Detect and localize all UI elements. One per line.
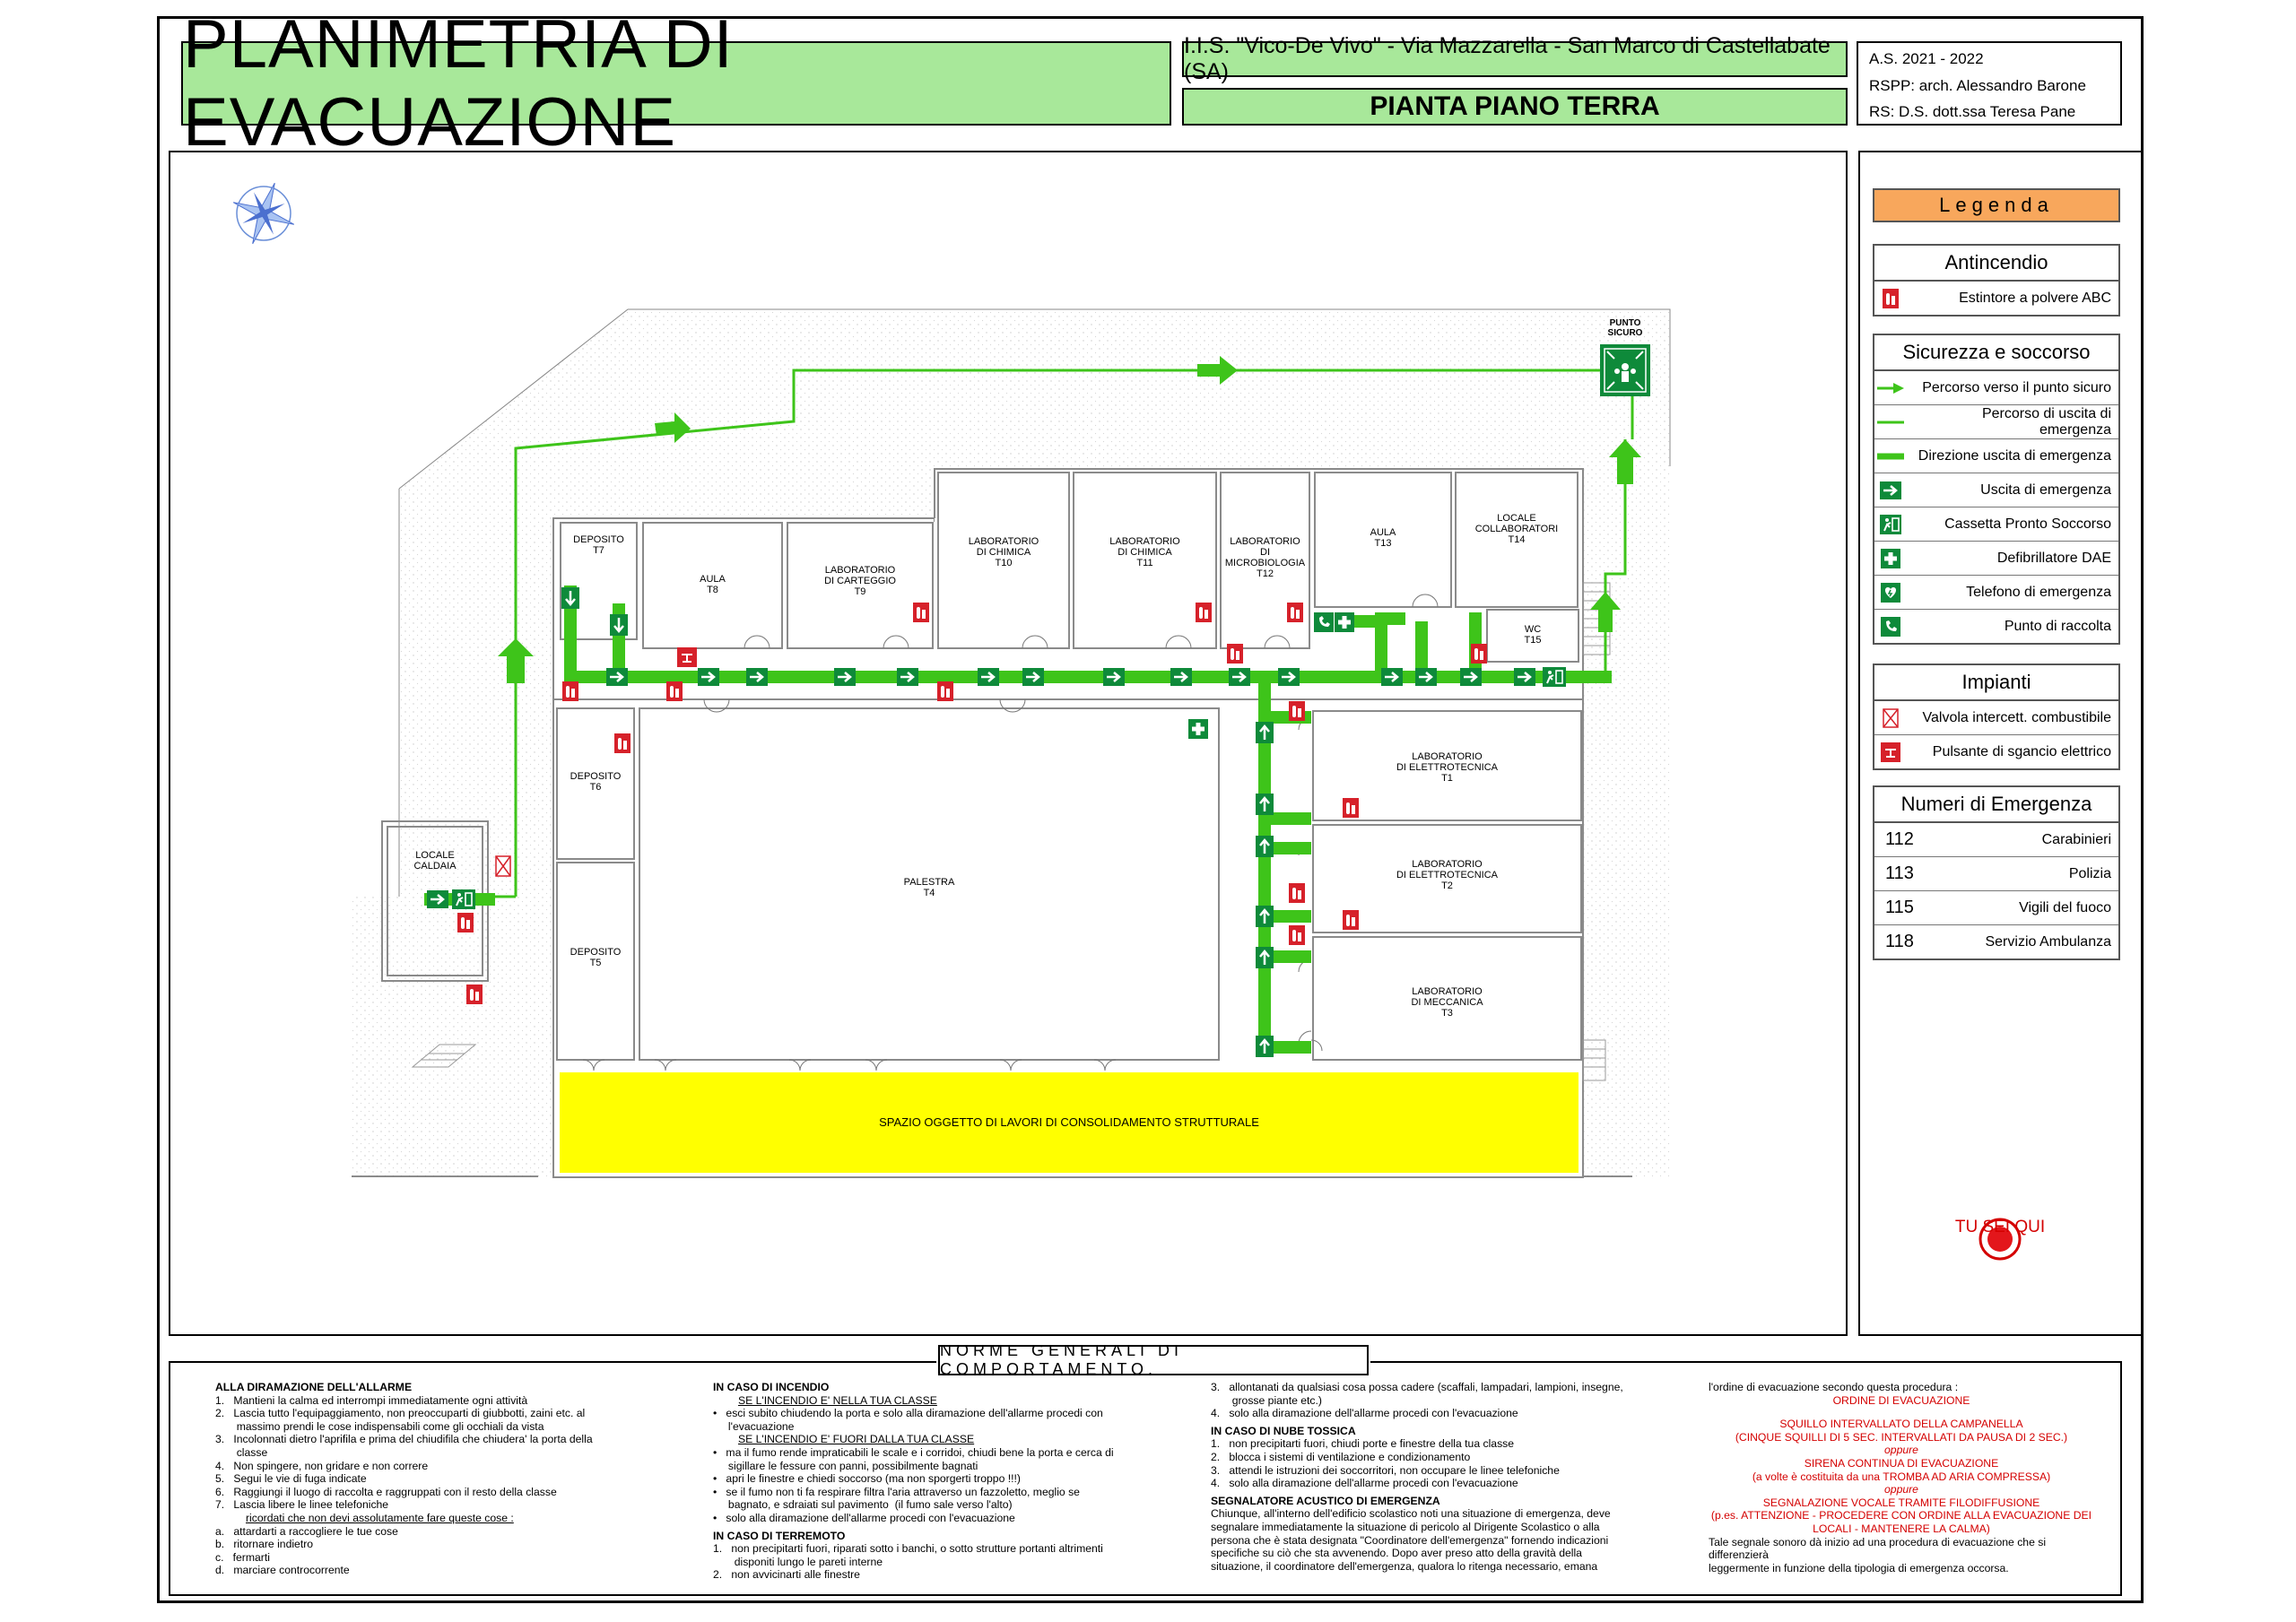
legend-antincendio <box>1873 244 2120 317</box>
school-year: A.S. 2021 - 2022 <box>1869 50 1984 67</box>
norme-line: 3. Incolonnati dietro l'aprifila e prima del chiudifila che chiudera' la porta della <box>215 1433 593 1446</box>
room-t13: AULA T13 <box>1370 527 1396 549</box>
first-aid-icon <box>1874 549 1907 568</box>
rspp-line: RSPP: arch. Alessandro Barone <box>1869 77 2086 94</box>
green-line-icon <box>1874 418 1907 427</box>
legend-row-defibrillator: Defibrillatore DAE <box>1874 542 2118 576</box>
norme-line: b. ritornare indietro <box>215 1538 314 1551</box>
room-t5: DEPOSITO T5 <box>570 947 622 968</box>
legend-impianti-title: Impianti <box>1874 665 2118 701</box>
norme-line: d. marciare controcorrente <box>215 1564 350 1577</box>
norme-line: 4. solo alla diramazione dell'allarme procedi con l'evacuazione <box>1211 1407 1518 1420</box>
norme-line: bagnato, e sdraiati sul pavimento (il fumo sale verso l'alto) <box>713 1498 1013 1512</box>
norme-line: c. fermarti <box>215 1550 270 1564</box>
electric-button-icon <box>1874 742 1907 762</box>
norme-line: • solo alla diramazione dell'allarme procedi con l'evacuazione <box>713 1511 1015 1524</box>
norme-line: segnalare immediatamente la situazione di pericolo al Dirigente Scolastico o alla <box>1211 1520 1600 1533</box>
legend-row-safe-path: Percorso verso il punto sicuro <box>1874 371 2118 405</box>
thick-line-icon <box>1874 452 1907 461</box>
norme-line: • apri le finestre e chiedi soccorso (ma non sporgerti troppo !!!) <box>713 1472 1021 1486</box>
norme-col-incendio: IN CASO DI INCENDIO SE L'INCENDIO E' NELLA TUA CLASSE • esci subito chiudendo la porta e solo alla diramazione dell'allarme procedi con l'evacuazione SE L'INCENDIO E' FUORI DALLA TUA CLASSE • ma il fumo rende impraticabili le scale e i corridoi, chiudi bene la porta e cerca di sigillare le fessure con panni, possibilmente bagnati • apri le finestre e chiedi soccorso (ma non sporgerti troppo !!!) • se il fumo non ti fa respirare filtra l'aria attraverso un fazzoletto, meglio se bagnato, e sdraiati sul pavimento (il fumo sale verso l'alto) • solo alla diramazione dell'allarme procedi con l'evacuazione IN CASO DI TERREMOTO 1. non precipitarti fuori, riparati sotto i banchi, o sotto strutture portanti altrimenti disponiti lungo le pareti interne 2. non avvicinarti alle finestre <box>713 1381 1135 1582</box>
legend-row-emergency-path: Percorso di uscita di emergenza <box>1874 405 2118 439</box>
you-are-here-label: TU SEI QUI <box>1954 1218 2046 1236</box>
electric-release-button <box>677 647 697 667</box>
room-t12: LABORATORIO DI MICROBIOLOGIA T12 <box>1224 536 1306 579</box>
norme-line: a. attardarti a raccogliere le tue cose <box>215 1524 398 1538</box>
norme-line: 7. Lascia libere le linee telefoniche <box>215 1498 389 1512</box>
emergency-number-row: 115 Vigili del fuoco <box>1874 891 2118 925</box>
exit-arrow-icon <box>1874 481 1907 499</box>
gas-valve <box>496 856 510 876</box>
room-t15: WC T15 <box>1524 624 1542 646</box>
emergency-number-row: 112 Carabinieri <box>1874 823 2118 857</box>
legend-row-electric: Pulsante di sgancio elettrico <box>1874 735 2118 768</box>
norme-line: classe <box>215 1445 268 1459</box>
norme-line: 4. solo alla diramazione dell'allarme procedi con l'evacuazione <box>1211 1477 1518 1490</box>
legend-row-exit: Uscita di emergenza <box>1874 473 2118 507</box>
norme-col-nube: 3. allontanati da qualsiasi cosa possa cadere (scaffali, lampadari, lampioni, insegne, grosse piante etc.) 4. solo alla diramazione dell'allarme procedi con l'evacuazione IN CASO DI NUBE TOSSICA 1. non precipitarti fuori, chiudi porte e finestre della tua classe 2. blocca i sistemi di ventilazione e condizionamento 3. attendi le istruzioni dei soccorritori, non occupare le linee telefoniche 4. solo alla diramazione dell'allarme procedi con l'evacuazione SEGNALATORE ACUSTICO DI EMERGENZA Chiunque, all'interno dell'edificio scolastico noti una situazione di emergenza, deve segnalare immediatamente la situazione di pericolo al Dirigente Scolastico o alla persona che è stata designata "Coordinatore dell'emergenza" fornendo indicazioni specifiche su ciò che sta avvenendo. Dopo aver preso atto della gravità della situazione, il coordinatore dell'emergenza, qualora lo ritenga necessario, emana <box>1211 1381 1632 1573</box>
norme-line: l'evacuazione <box>713 1419 795 1433</box>
room-t11: LABORATORIO DI CHIMICA T11 <box>1109 536 1180 568</box>
norme-line: sigillare le fessure con panni, possibilmente bagnati <box>713 1459 978 1472</box>
rs-line: RS: D.S. dott.ssa Teresa Pane <box>1869 103 2076 120</box>
norme-line: grosse piante etc.) <box>1211 1393 1322 1407</box>
norme-line: • esci subito chiudendo la porta e solo alla diramazione dell'allarme procedi con <box>713 1407 1103 1420</box>
legend-row-direction: Direzione uscita di emergenza <box>1874 439 2118 473</box>
norme-line: 4. Non spingere, non gridare e non correre <box>215 1459 429 1472</box>
legend-row-valve: Valvola intercett. combustibile <box>1874 701 2118 735</box>
legend-numeri <box>1873 785 2120 960</box>
legend-title: Legenda <box>1873 188 2120 222</box>
norme-line: 3. attendi le istruzioni dei soccorritori, non occupare le linee telefoniche <box>1211 1463 1560 1477</box>
norme-line: persona che è stata designata "Coordinatore dell'emergenza" fornendo indicazioni <box>1211 1533 1609 1547</box>
legend-sicurezza <box>1873 334 2120 645</box>
norme-line: 2. non avvicinarti alle finestre <box>713 1568 860 1582</box>
page-title: PLANIMETRIA DI EVACUAZIONE <box>181 41 1171 126</box>
thin-arrow-icon <box>1874 382 1907 395</box>
norme-line: 1. non precipitarti fuori, riparati sotto i banchi, o sotto strutture portanti altrimenti <box>713 1542 1103 1556</box>
legend-row-extinguisher: Estintore a polvere ABC <box>1874 282 2118 315</box>
room-t3: LABORATORIO DI MECCANICA T3 <box>1411 986 1483 1019</box>
norme-line: 5. Segui le vie di fuga indicate <box>215 1472 367 1486</box>
room-t1: LABORATORIO DI ELETTROTECNICA T1 <box>1396 751 1499 784</box>
legend-impianti <box>1873 664 2120 770</box>
norme-col-allarme: ALLA DIRAMAZIONE DELL'ALLARME 1. Mantieni la calma ed interrompi immediatamente ogni attività 2. Lascia tutto l'equipaggiamento, non preoccuparti di giubbotti, zaini etc. al massimo prendi le cose indispensabili come gli occhiali da vista 3. Incolonnati dietro l'aprifila e prima del chiudifila che chiudera' la porta della classe 4. Non spingere, non gridare e non correre 5. Segui le vie di fuga indicate 6. Raggiungi il luogo di raccolta e raggruppati con il resto della classe 7. Lascia libere le linee telefoniche ricordati che non devi assolutamente fare queste cose : a. attardarti a raccogliere le tue cose b. ritornare indietro c. fermarti d. marciare controcorrente <box>215 1381 637 1577</box>
school-name: I.I.S. "Vico-De Vivo" - Via Mazzarella - San Marco di Castellabate (SA) <box>1182 41 1848 77</box>
legend-antincendio-title: Antincendio <box>1874 246 2118 282</box>
defibrillator-icon <box>1874 583 1907 603</box>
room-t10: LABORATORIO DI CHIMICA T10 <box>968 536 1039 568</box>
norme-line: Chiunque, all'interno dell'edificio scolastico noti una situazione di emergenza, deve <box>1211 1507 1611 1521</box>
phone-icon <box>1874 617 1907 637</box>
legend-row-assembly: Punto di raccolta <box>1874 610 2118 643</box>
norme-col-segnale: l'ordine di evacuazione secondo questa procedura : ORDINE DI EVACUAZIONE SQUILLO INTERVALLATO DELLA CAMPANELLA (CINQUE SQUILLI DI 5 SEC. INTERVALLATI DA PAUSA DI 2 SEC.) oppure SIRENA CONTINUA DI EVACUAZIONE (a volte è costituita da una TROMBA AD ARIA COMPRESSA) oppure SEGNALAZIONE VOCALE TRAMITE FILODIFFUSIONE (p.es. ATTENZIONE - PROCEDERE CON ORDINE ALLA EVACUAZIONE DEI LOCALI - MANTENERE LA CALMA) Tale segnale sonoro dà inizio ad una procedura di evacuazione che si differenzierà leggermente in funzione della tipologia di emergenza occorsa. <box>1709 1381 2092 1574</box>
legend-numeri-title: Numeri di Emergenza <box>1874 787 2118 823</box>
room-t2: LABORATORIO DI ELETTROTECNICA T2 <box>1396 859 1499 891</box>
room-t4: PALESTRA T4 <box>903 877 955 898</box>
room-t9: LABORATORIO DI CARTEGGIO T9 <box>824 565 896 597</box>
room-t6: DEPOSITO T6 <box>570 771 622 793</box>
norme-line: • ma il fumo rende impraticabili le scale e i corridoi, chiudi bene la porta e cerca di <box>713 1445 1114 1459</box>
safe-point-label: PUNTO SICURO <box>1607 318 1643 338</box>
works-area-label: SPAZIO OGGETTO DI LAVORI DI CONSOLIDAMENTO STRUTTURALE <box>879 1115 1259 1129</box>
norme-line: 2. blocca i sistemi di ventilazione e condizionamento <box>1211 1450 1471 1463</box>
legend-sicurezza-title: Sicurezza e soccorso <box>1874 335 2118 371</box>
norme-line: 1. non precipitarti fuori, chiudi porte e finestre della tua classe <box>1211 1437 1515 1451</box>
room-t7: DEPOSITO T7 <box>573 534 624 556</box>
gas-valve-icon <box>1874 708 1907 728</box>
norme-line: disponiti lungo le pareti interne <box>713 1555 883 1568</box>
safe-point-sign <box>1600 344 1650 396</box>
emergency-number-row: 118 Servizio Ambulanza <box>1885 932 2111 951</box>
norme-title: NORME GENERALI DI COMPORTAMENTO. <box>938 1345 1369 1375</box>
emergency-number-row: 113 Polizia <box>1874 857 2118 891</box>
norme-line: situazione, il coordinatore dell'emergenza, qualora lo ritenga necessario, emana <box>1211 1559 1598 1573</box>
room-caldaia: LOCALE CALDAIA <box>413 850 457 872</box>
norme-line: • se il fumo non ti fa respirare filtra l'aria attraverso un fazzoletto, meglio se <box>713 1485 1080 1498</box>
legend-row-phone: Telefono di emergenza <box>1874 576 2118 610</box>
norme-line: 3. allontanati da qualsiasi cosa possa cadere (scaffali, lampadari, lampioni, insegne, <box>1211 1381 1623 1393</box>
compass-icon <box>222 172 305 255</box>
norme-line: 1. Mantieni la calma ed interrompi immediatamente ogni attività <box>215 1393 528 1407</box>
room-t14: LOCALE COLLABORATORI T14 <box>1474 513 1559 545</box>
room-t8: AULA T8 <box>700 574 726 595</box>
norme-line: massimo prendi le cose indispensabili come gli occhiali da vista <box>215 1419 544 1433</box>
extinguisher-icon <box>1874 289 1907 308</box>
legend-row-first-aid: Cassetta Pronto Soccorso <box>1874 507 2118 542</box>
norme-line: 6. Raggiungi il luogo di raccolta e raggruppati con il resto della classe <box>215 1485 557 1498</box>
norme-line: specifiche su ciò che sta avvenendo. Dopo aver preso atto della gravità della <box>1211 1547 1582 1560</box>
emergency-exit-icon <box>1874 515 1907 534</box>
norme-line: 2. Lascia tutto l'equipaggiamento, non preoccuparti di giubbotti, zaini etc. al <box>215 1407 586 1420</box>
plan-name: PIANTA PIANO TERRA <box>1182 88 1848 126</box>
